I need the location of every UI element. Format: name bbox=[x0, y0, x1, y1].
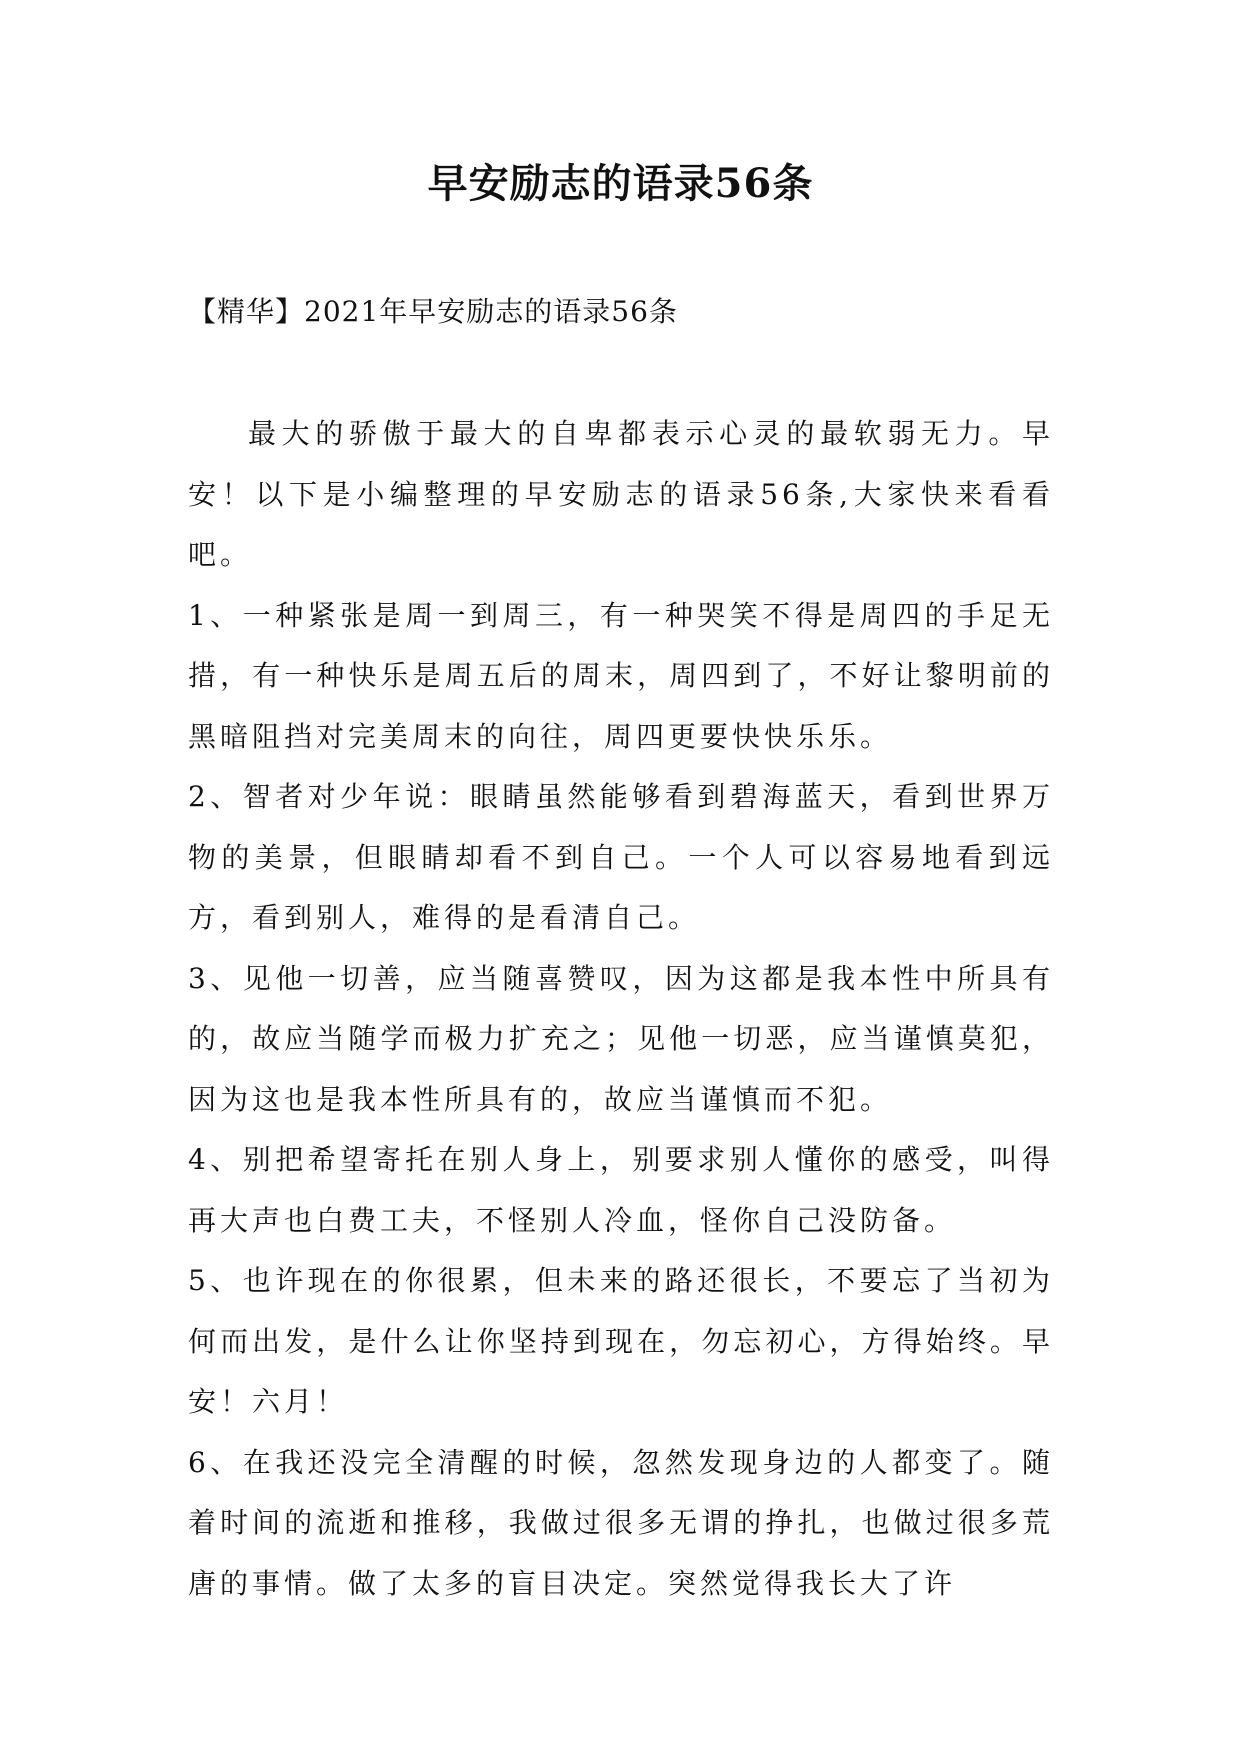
document-body bbox=[188, 404, 1054, 1614]
intro-paragraph: 最大的骄傲于最大的自卑都表示心灵的最软弱无力。早安！以下是小编整理的早安励志的语录56条,大家快来看看吧。 bbox=[188, 417, 1054, 571]
quote-item: 6、在我还没完全清醒的时候，忽然发现身边的人都变了。随着时间的流逝和推移，我做过很多无谓的挣扎，也做过很多荒唐的事情。做了太多的盲目决定。突然觉得我长大了许 bbox=[188, 1445, 1054, 1600]
document-subtitle: 【精华】2021年早安励志的语录56条 bbox=[188, 295, 678, 328]
document-title: 早安励志的语录56条 bbox=[427, 160, 814, 207]
quote-item: 5、也许现在的你很累，但未来的路还很长，不要忘了当初为何而出发，是什么让你坚持到现在，勿忘初心，方得始终。早安！六月！ bbox=[188, 1264, 1054, 1418]
quote-item: 3、见他一切善，应当随喜赞叹，因为这都是我本性中所具有的，故应当随学而极力扩充之；见他一切恶，应当谨慎莫犯，因为这也是我本性所具有的，故应当谨慎而不犯。 bbox=[188, 961, 1054, 1116]
quote-item: 1、一种紧张是周一到周三，有一种哭笑不得是周四的手足无措，有一种快乐是周五后的周末，周四到了，不好让黎明前的黑暗阻挡对完美周末的向往，周四更要快快乐乐。 bbox=[188, 598, 1054, 753]
quote-item: 4、别把希望寄托在别人身上，别要求别人懂你的感受，叫得再大声也白费工夫，不怪别人冷血，怪你自己没防备。 bbox=[188, 1143, 1054, 1237]
quote-item: 2、智者对少年说：眼睛虽然能够看到碧海蓝天，看到世界万物的美景，但眼睛却看不到自己。一个人可以容易地看到远方，看到别人，难得的是看清自己。 bbox=[188, 780, 1054, 934]
